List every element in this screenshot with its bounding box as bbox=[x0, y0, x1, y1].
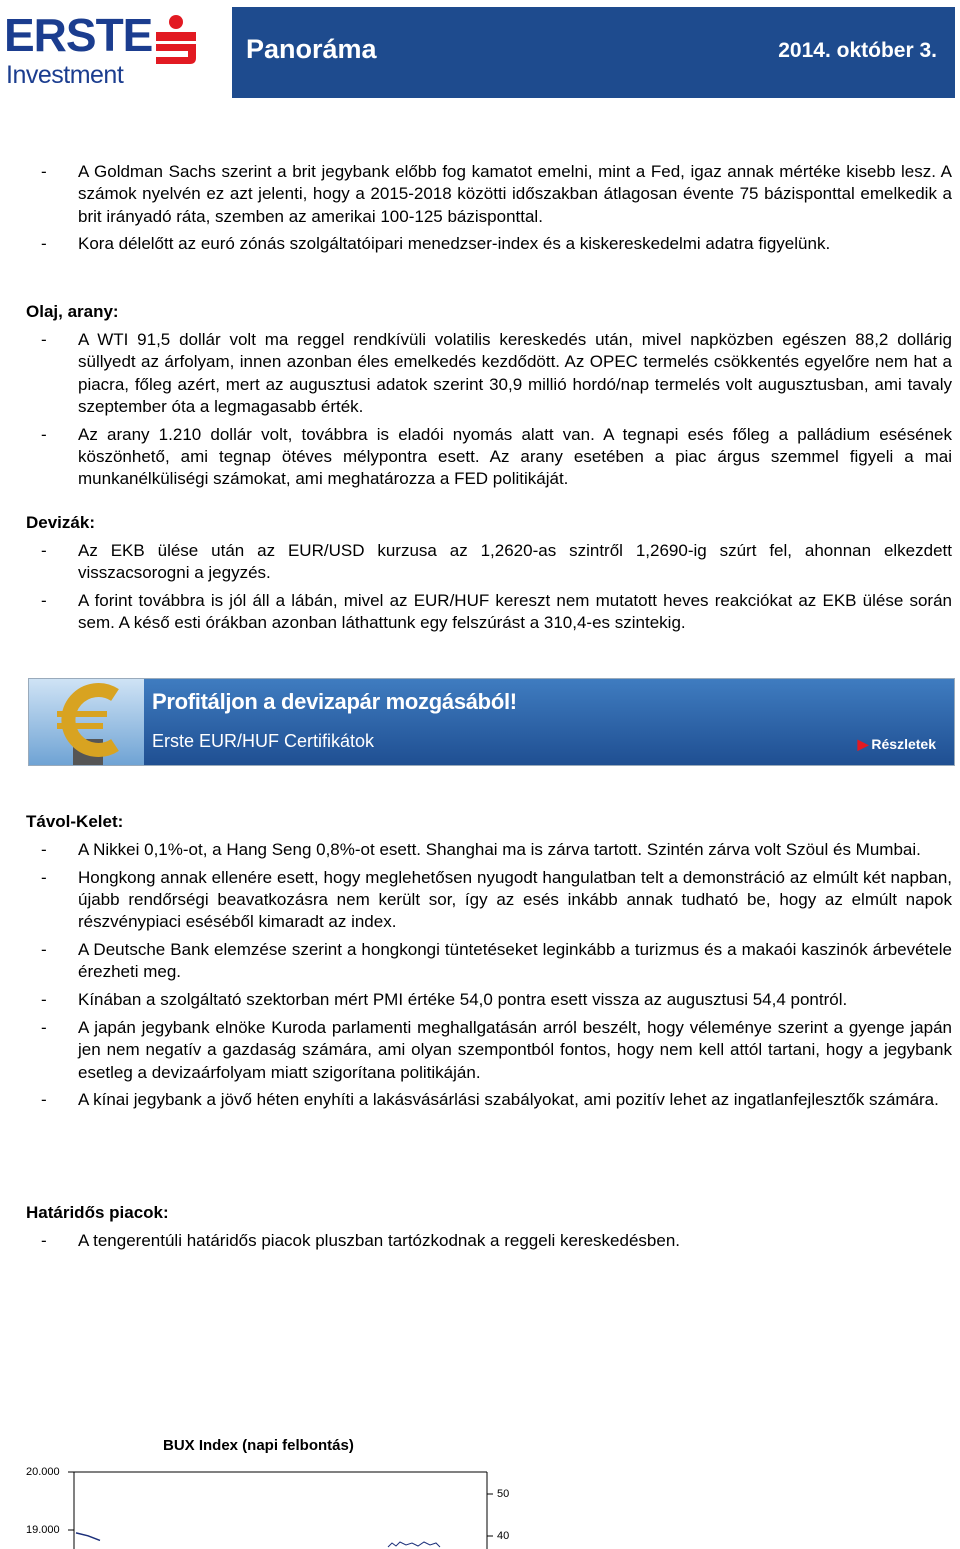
banner-image bbox=[29, 679, 144, 765]
list-item: - Az EKB ülése után az EUR/USD kurzusa az 1,2620-as szintről 1,2690-ig szúrt fel, ahonnan elkezdett visszacsorogni a jegyzés. bbox=[26, 540, 952, 585]
section-heading: Határidős piacok: bbox=[26, 1203, 169, 1222]
section-heading: Devizák: bbox=[26, 513, 95, 532]
oil-gold-list bbox=[26, 329, 952, 491]
list-item: - A japán jegybank elnöke Kuroda parlamenti meghallgatásán arról beszélt, hogy véleménye szerint a gyenge japán jen nem negatív a gazdaság számára, ami olyan szempontból fontos, hogy nem kell attól tartani, hogy a jegybank esetleg a devizaárfolyam miatt szigorítana politikáján. bbox=[26, 1017, 952, 1084]
list-item: - Kora délelőtt az euró zónás szolgáltatóipari menedzser-index és a kiskereskedelmi adatra figyelünk. bbox=[26, 233, 952, 255]
futures-list bbox=[26, 1230, 952, 1252]
banner-body bbox=[144, 679, 954, 765]
list-item: - Hongkong annak ellenére esett, hogy meglehetősen nyugodt hangulatban telt a demonstráció az elmúlt két napban, újabb rendőrségi beavatkozásra nem került sor, így az esés inkább annak tudható be, hogy az elmúlt napok részvénypiaci eséséből kimaradt az index. bbox=[26, 867, 952, 934]
list-item: - A Goldman Sachs szerint a brit jegybank előbb fog kamatot emelni, mint a Fed, igaz annak mértéke kisebb lesz. A számok nyelvén ez azt jelenti, hogy a 2015-2018 közötti időszakban átlagosan évente 75 bázisponttal emelkedik a brit irányadó ráta, szemben az amerikai 100-125 bázisponttal. bbox=[26, 161, 952, 228]
list-item: - A WTI 91,5 dollár volt ma reggel rendkívüli volatilis kereskedés után, mivel napközben egészen 88,2 dollárig süllyedt az árfolyam, innen azonban éles emelkedés kezdődött. Az OPEC termelés csökkentés egyelőre nem hat a piacra, főleg azért, mert az augusztusi adatok szerint 30,9 millió hordó/nap termelés volt augusztusban, ami tavaly szeptember óta a legmagasabb érték. bbox=[26, 329, 952, 418]
details-button[interactable] bbox=[858, 736, 936, 753]
list-item: - A kínai jegybank a jövő héten enyhíti a lakásvásárlási szabályokat, ami pozitív lehet az ingatlanfejlesztők számára. bbox=[26, 1089, 952, 1111]
y-right-tick: 50 bbox=[497, 1488, 510, 1500]
chevron-right-icon: ▶ bbox=[857, 736, 869, 752]
intro-list bbox=[26, 161, 952, 256]
details-button-label: Részletek bbox=[871, 736, 936, 752]
far-east-section bbox=[26, 811, 952, 1117]
bux-candles bbox=[388, 1542, 440, 1547]
far-east-list bbox=[26, 839, 952, 1112]
oil-gold-section bbox=[26, 301, 952, 496]
gold-euro-icon bbox=[29, 679, 144, 765]
y-left-tick: 20.000 bbox=[26, 1466, 60, 1478]
banner-subtitle: Erste EUR/HUF Certifikátok bbox=[152, 731, 375, 751]
section-heading: Távol-Kelet: bbox=[26, 812, 124, 831]
erste-investment-logo bbox=[4, 10, 204, 94]
logo-brand-sub: Investment bbox=[6, 61, 124, 89]
erste-s-logo-icon bbox=[154, 14, 198, 66]
bux-chart bbox=[0, 1430, 960, 1549]
list-item: - Kínában a szolgáltató szektorban mért PMI értéke 54,0 pontra esett vissza az augusztusi 54,4 pontról. bbox=[26, 989, 952, 1011]
intro-section bbox=[26, 161, 952, 261]
list-item: - A forint továbbra is jól áll a lábán, mivel az EUR/HUF kereszt nem mutatott heves reakciókat az EKB ülése során sem. A késő esti órákban azonban láthattunk egy felszúrást a 310,4-es szintekig. bbox=[26, 590, 952, 635]
certificate-banner[interactable] bbox=[28, 678, 955, 766]
y-left-tick: 19.000 bbox=[26, 1524, 60, 1536]
page-date: 2014. október 3. bbox=[778, 39, 937, 62]
chart-plot bbox=[0, 1430, 960, 1549]
futures-section bbox=[26, 1202, 952, 1258]
page-header bbox=[0, 0, 960, 100]
logo-brand: ERSTE bbox=[4, 9, 153, 61]
banner-title: Profitáljon a devizapár mozgásából! bbox=[152, 689, 517, 714]
header-bar bbox=[232, 7, 955, 98]
y-right-tick: 40 bbox=[497, 1530, 510, 1542]
list-item: - Az arany 1.210 dollár volt, továbbra is eladói nyomás alatt van. A tegnapi esés főleg a palládium esésének köszönhető, ami tegnap ötéves mélypontra esett. Az arany esetében a piac árgus szemmel figyeli a mai munkanélküliségi számokat, ami meghatározza a FED politikáját. bbox=[26, 424, 952, 491]
page-title: Panoráma bbox=[246, 34, 377, 64]
section-heading: Olaj, arany: bbox=[26, 302, 119, 321]
bux-series-line bbox=[76, 1533, 100, 1541]
fx-section bbox=[26, 512, 952, 640]
list-item: - A tengerentúli határidős piacok pluszban tartózkodnak a reggeli kereskedésben. bbox=[26, 1230, 952, 1252]
chart-title: BUX Index (napi felbontás) bbox=[163, 1437, 354, 1454]
list-item: - A Deutsche Bank elemzése szerint a hongkongi tüntetéseket leginkább a turizmus és a makaói kaszinók árbevétele érezheti meg. bbox=[26, 939, 952, 984]
list-item: - A Nikkei 0,1%-ot, a Hang Seng 0,8%-ot esett. Shanghai ma is zárva tartott. Szintén zárva volt Szöul és Mumbai. bbox=[26, 839, 952, 861]
fx-list bbox=[26, 540, 952, 635]
